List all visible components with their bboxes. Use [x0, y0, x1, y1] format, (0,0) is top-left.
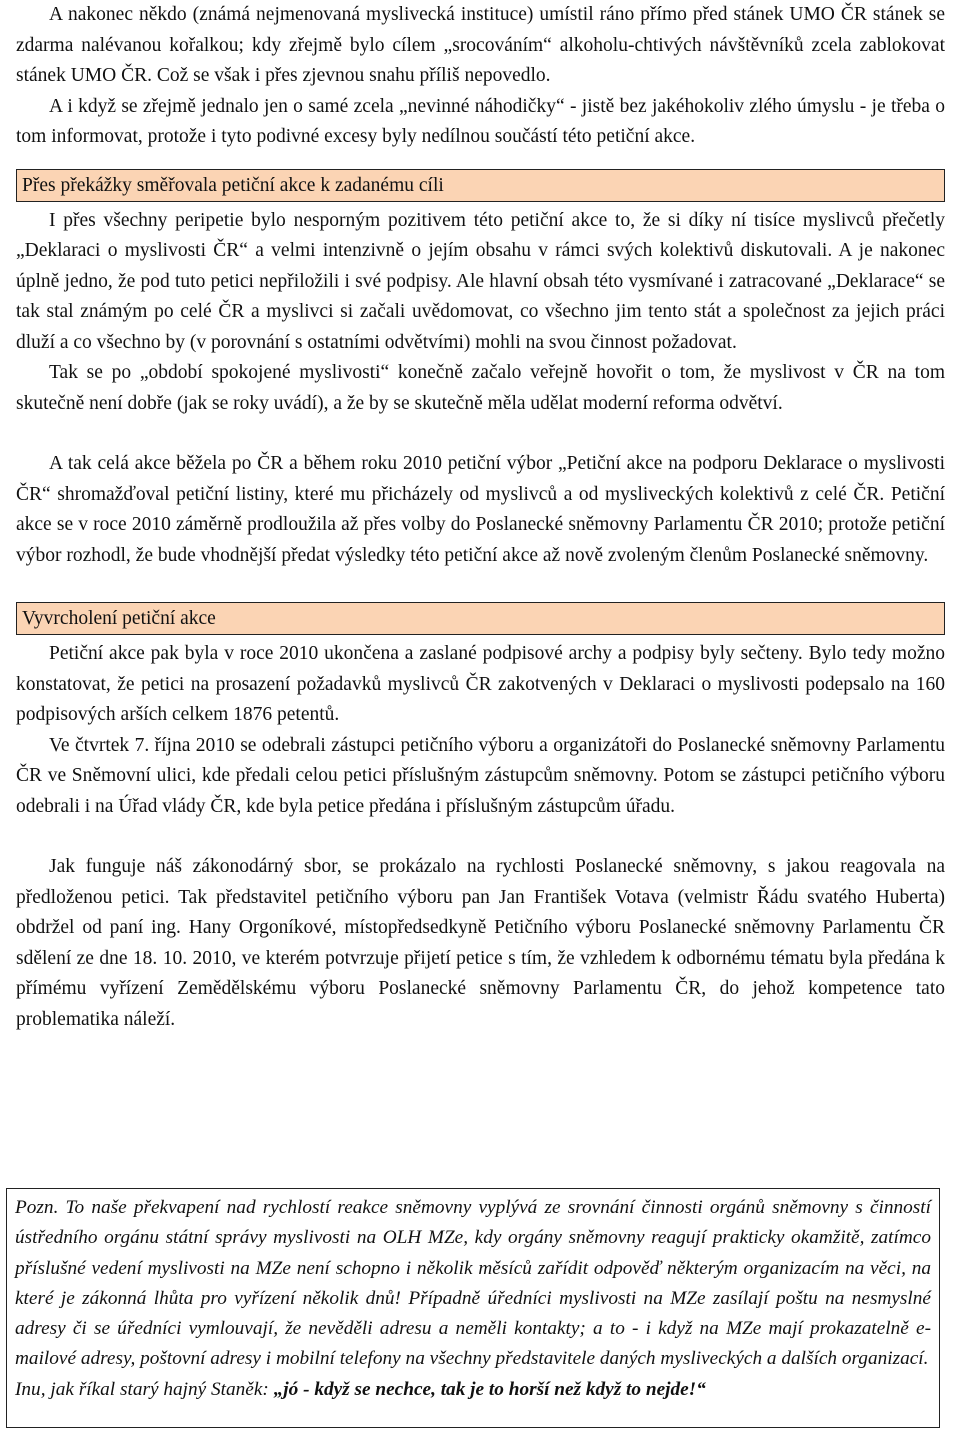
section2-paragraph-3: Jak funguje náš zákonodárný sbor, se prokázalo na rychlosti Poslanecké sněmovny, s jakou reagovala na předloženou petici. Tak představitel petičního výboru pan Jan František Votava (velmistr Řádu svatého Huberta) obdržel od paní ing. Hany Orgoníkové, místopředsedkyně Petičního výboru Poslanecké sněmovny Parlamentu ČR sdělení ze dne 18. 10. 2010, ve kterém potvrzuje přijetí petice s tím, že vzhledem k odbornému tématu byla předána k přímému vyřízení Zemědělskému výboru Poslanecké sněmovny Parlamentu ČR, do jehož kompetence tato problematika náleží.: [16, 856, 945, 1030]
section2-paragraph-1: Petiční akce pak byla v roce 2010 ukončena a zaslané podpisové archy a podpisy byly sečteny. Bylo tedy možno konstatovat, že petici na prosazení požadavků myslivců ČR zakotvených v Deklaraci o myslivosti podepsalo na 160 podpisových arších celkem 1876 petentů.: [16, 643, 945, 725]
intro-paragraph-2: A i když se zřejmě jednalo jen o samé zcela „nevinné náhodičky“ - jistě bez jakéhokoliv zlého úmyslu - je třeba o tom informovat, protože i tyto podivné excesy byly nedílnou součástí této petiční akce.: [16, 95, 945, 147]
footnote-quote-line: [15, 1375, 931, 1405]
section-heading-culmination: Vyvrcholení petiční akce: [16, 602, 945, 635]
footnote-quote-bold: „jó - když se nechce, tak je to horší než když to nejde!“: [273, 1378, 706, 1400]
section1-paragraph-1: I přes všechny peripetie bylo nesporným pozitivem této petiční akce to, že si díky ní tisíce myslivců přečetly „Deklaraci o myslivosti ČR“ a velmi intenzivně o jejím obsahu v rámci svých kolektivů diskutovali. A je nakonec úplně jedno, že pod tuto petici nepřiložili i své podpisy. Ale hlavní obsah této vysmívané i zatracované „Deklarace“ se tak stal známým po celé ČR a myslivci si začali uvědomovat, co všechno jim tento stát a společnost za jejich práci dluží a co všechno by (v porovnání s ostatními odvětvími) mohli na svou činnost požadovat.: [16, 209, 945, 353]
document-page: [16, 0, 945, 1035]
footnote-box: [6, 1188, 940, 1428]
section1-paragraph-3: A tak celá akce běžela po ČR a během roku 2010 petiční výbor „Petiční akce na podporu Deklarace o myslivosti ČR“ shromažďoval petiční listiny, které mu přicházely od myslivců a od mysliveckých kolektivů z celé ČR. Petiční akce se v roce 2010 záměrně prodloužila až přes volby do Poslanecké sněmovny Parlamentu ČR 2010; protože petiční výbor rozhodl, že bude vhodnější předat výsledky této petiční akce až nově zvoleným členům Poslanecké sněmovny.: [16, 453, 945, 566]
section-heading-obstacles: Přes překážky směřovala petiční akce k zadanému cíli: [16, 169, 945, 202]
intro-paragraph-1: A nakonec někdo (známá nejmenovaná myslivecká instituce) umístil ráno přímo před stánek UMO ČR stánek se zdarma nalévanou kořalkou; kdy zřejmě bylo cílem „srocováním“ alkoholu-chtivých návštěvníků zcela zablokovat stánek UMO ČR. Což se však i přes zjevnou snahu příliš nepovedlo.: [16, 4, 945, 86]
section1-paragraph-2: Tak se po „období spokojené myslivosti“ konečně začalo veřejně hovořit o tom, že myslivost v ČR na tom skutečně není dobře (jak se roky uvádí), a že by se skutečně měla udělat moderní reforma odvětví.: [16, 362, 945, 414]
section2-paragraph-2: Ve čtvrtek 7. října 2010 se odebrali zástupci petičního výboru a organizátoři do Poslanecké sněmovny Parlamentu ČR ve Sněmovní ulici, kde předali celou petici příslušným zástupcům sněmovny. Potom se zástupci petičního výboru odebrali i na Úřad vlády ČR, kde byla petice předána i příslušným zástupcům úřadu.: [16, 734, 945, 817]
footnote-text: Pozn. To naše překvapení nad rychlostí reakce sněmovny vyplývá ze srovnání činnosti orgánů sněmovny s činností ústředního orgánu státní správy myslivosti na OLH MZe, kdy orgány sněmovny reagují prakticky okamžitě, zatímco příslušné vedení myslivosti na MZe není schopno i několik měsíců zařídit odpověď některým organizacím na věci, na které je zákonná lhůta pro vyřízení několik dnů! Případně úředníci myslivosti na MZe zasílají poštu na nesmyslné adresy či se úředníci vymlouvají, že nevěděli adresu a neměli kontakty; a to - i když na MZe mají prokazatelně e-mailové adresy, poštovní adresy i mobilní telefony na všechny představitele daných mysliveckých a dalších organizací.: [15, 1197, 931, 1370]
footnote-quote-intro: Inu, jak říkal starý hajný Staněk:: [15, 1378, 274, 1400]
